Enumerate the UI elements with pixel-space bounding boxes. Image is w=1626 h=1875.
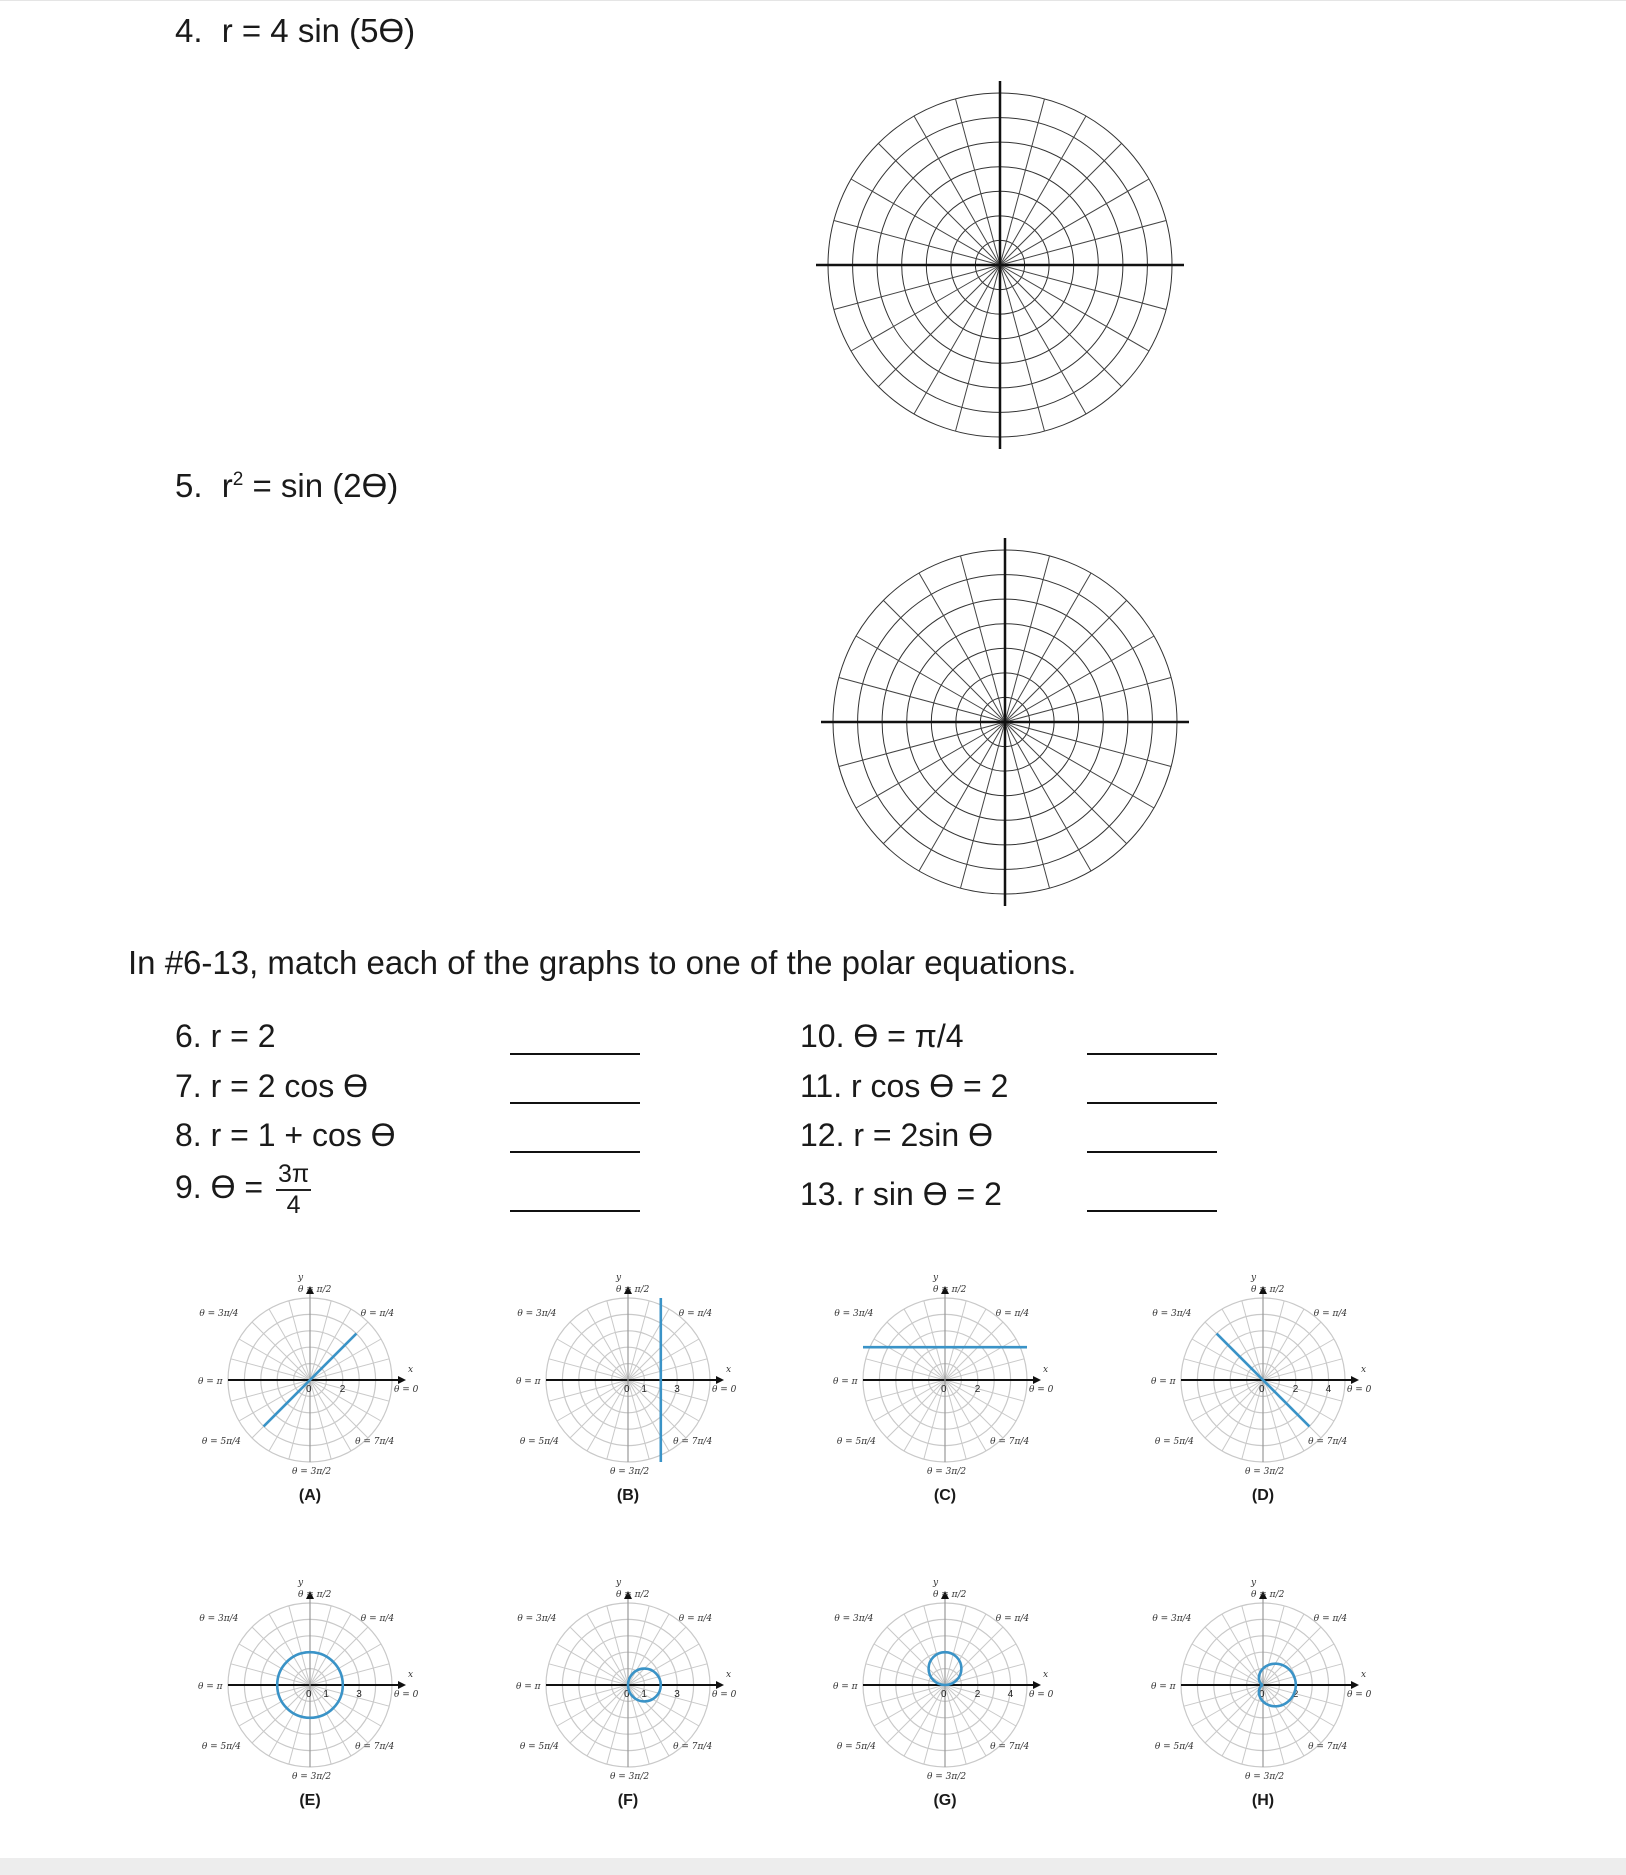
left-angle-label: θ = π — [198, 1377, 223, 1387]
x-tick-label: 3 — [674, 1384, 680, 1395]
polar-grid-problem-5 — [810, 532, 1200, 912]
bottom-right-angle-label: θ = 7π/4 — [355, 1437, 395, 1447]
left-angle-label: θ = π — [198, 1682, 223, 1692]
bottom-angle-label: θ = 3π/2 — [292, 1467, 332, 1477]
bottom-angle-label: θ = 3π/2 — [292, 1772, 332, 1782]
x-tick-label: 2 — [1292, 1689, 1299, 1700]
left-angle-label: θ = π — [516, 1377, 541, 1387]
origin-label: 0 — [941, 1384, 947, 1395]
origin-label: 0 — [1259, 1384, 1265, 1395]
problem-4 — [175, 12, 415, 50]
answer-blank-8[interactable] — [510, 1151, 640, 1153]
x-axis-label: x — [726, 1670, 732, 1680]
x-tick-label: 3 — [356, 1689, 362, 1700]
bottom-right-angle-label: θ = 7π/4 — [990, 1742, 1030, 1752]
grid-ray — [839, 722, 1005, 767]
grid-ray — [851, 179, 1000, 265]
grid-ray — [1000, 143, 1122, 265]
bottom-angle-label: θ = 3π/2 — [1245, 1467, 1285, 1477]
top-right-angle-label: θ = π/4 — [995, 1309, 1030, 1319]
bottom-right-angle-label: θ = 7π/4 — [673, 1437, 713, 1447]
grid-ray — [1000, 116, 1086, 265]
top-angle-label: θ = π/2 — [616, 1590, 650, 1600]
mini-polar-grid — [1143, 1255, 1383, 1485]
top-angle-label: θ = π/2 — [933, 1285, 967, 1295]
x-axis-arrow-icon — [1033, 1376, 1041, 1384]
top-left-angle-label: θ = 3π/4 — [199, 1309, 239, 1319]
grid-ray — [839, 678, 1005, 723]
x-tick-label: 1 — [323, 1689, 329, 1700]
equation-13: 13. r sin ϴ = 2 — [800, 1176, 1002, 1212]
problem-5-equation: $r^2 = \sin (2ϴ)$ — [221, 467, 399, 504]
top-angle-label: θ = π/2 — [298, 1285, 332, 1295]
bottom-left-angle-label: θ = 5π/4 — [1154, 1742, 1194, 1752]
grid-ray — [914, 116, 1000, 265]
grid-ray — [1005, 678, 1171, 723]
y-axis-label: y — [1251, 1578, 1257, 1588]
grid-ray — [878, 265, 1000, 387]
grid-ray — [1000, 265, 1149, 351]
top-right-angle-label: θ = π/4 — [1313, 1309, 1348, 1319]
right-angle-label: θ = 0 — [1029, 1385, 1054, 1395]
top-right-angle-label: θ = π/4 — [995, 1614, 1030, 1624]
right-angle-label: θ = 0 — [394, 1385, 419, 1395]
x-axis-label: x — [1043, 1365, 1049, 1375]
right-angle-label: θ = 0 — [712, 1385, 737, 1395]
answer-blank-12[interactable] — [1087, 1151, 1217, 1153]
grid-ray — [961, 556, 1006, 722]
right-angle-label: θ = 0 — [394, 1690, 419, 1700]
right-angle-label: θ = 0 — [1029, 1690, 1054, 1700]
bottom-edge — [0, 1858, 1626, 1875]
y-axis-label: y — [1251, 1273, 1257, 1283]
mini-polar-grid — [190, 1255, 430, 1485]
top-left-angle-label: θ = 3π/4 — [1152, 1614, 1192, 1624]
top-angle-label: θ = π/2 — [1251, 1590, 1285, 1600]
x-axis-label: x — [726, 1365, 732, 1375]
bottom-left-angle-label: θ = 5π/4 — [201, 1742, 241, 1752]
grid-ray — [834, 265, 1000, 310]
grid-ray — [1005, 722, 1127, 844]
y-axis-label: y — [616, 1273, 622, 1283]
top-right-angle-label: θ = π/4 — [678, 1309, 713, 1319]
bottom-right-angle-label: θ = 7π/4 — [990, 1437, 1030, 1447]
x-axis-label: x — [1361, 1670, 1367, 1680]
graph-f — [508, 1560, 748, 1820]
grid-ray — [1000, 265, 1122, 387]
graph-label: (E) — [299, 1792, 321, 1809]
bottom-angle-label: θ = 3π/2 — [1245, 1772, 1285, 1782]
y-axis-label: y — [616, 1578, 622, 1588]
bottom-right-angle-label: θ = 7π/4 — [355, 1742, 395, 1752]
equation-10: 10. ϴ = π/4 — [800, 1018, 964, 1054]
bottom-right-angle-label: θ = 7π/4 — [1308, 1437, 1348, 1447]
x-axis-label: x — [408, 1670, 414, 1680]
x-axis-arrow-icon — [1033, 1681, 1041, 1689]
x-tick-label: 4 — [1007, 1689, 1014, 1700]
left-angle-label: θ = π — [516, 1682, 541, 1692]
origin-label: 0 — [1259, 1689, 1265, 1700]
bottom-left-angle-label: θ = 5π/4 — [1154, 1437, 1194, 1447]
grid-ray — [1005, 722, 1171, 767]
graph-label: (H) — [1251, 1792, 1275, 1809]
grid-ray — [878, 143, 1000, 265]
origin-label: 0 — [624, 1384, 630, 1395]
x-axis-label: x — [1043, 1670, 1049, 1680]
grid-ray — [1005, 556, 1050, 722]
x-tick-label: 4 — [1325, 1384, 1332, 1395]
left-angle-label: θ = π — [833, 1682, 858, 1692]
grid-ray — [956, 99, 1001, 265]
origin-label: 0 — [306, 1384, 312, 1395]
left-angle-label: θ = π — [833, 1377, 858, 1387]
graph-e — [190, 1560, 430, 1820]
x-tick-label: 2 — [974, 1689, 981, 1700]
grid-ray — [919, 722, 1005, 871]
graph-label: (B) — [616, 1487, 640, 1504]
bottom-right-angle-label: θ = 7π/4 — [673, 1742, 713, 1752]
graph-label: (F) — [617, 1792, 639, 1809]
top-left-angle-label: θ = 3π/4 — [517, 1309, 557, 1319]
top-angle-label: θ = π/2 — [933, 1590, 967, 1600]
graph-d — [1143, 1255, 1383, 1515]
grid-ray — [1000, 265, 1045, 431]
x-axis-label: x — [1361, 1365, 1367, 1375]
right-angle-label: θ = 0 — [712, 1690, 737, 1700]
mini-polar-grid — [825, 1560, 1065, 1790]
bottom-angle-label: θ = 3π/2 — [610, 1772, 650, 1782]
mini-polar-grid — [508, 1255, 748, 1485]
graph-a — [190, 1255, 430, 1515]
top-right-angle-label: θ = π/4 — [360, 1614, 395, 1624]
x-axis-label: x — [408, 1365, 414, 1375]
answer-blank-10[interactable] — [1087, 1053, 1217, 1055]
x-tick-label: 3 — [674, 1689, 680, 1700]
y-axis-label: y — [298, 1578, 304, 1588]
top-border — [0, 0, 1626, 1]
equation-8: 8. r = 1 + cos ϴ — [175, 1117, 396, 1153]
bottom-left-angle-label: θ = 5π/4 — [836, 1437, 876, 1447]
top-angle-label: θ = π/2 — [1251, 1285, 1285, 1295]
problem-5 — [175, 467, 398, 505]
bottom-angle-label: θ = 3π/2 — [927, 1772, 967, 1782]
graph-label: (G) — [933, 1792, 957, 1809]
graph-h — [1143, 1560, 1383, 1820]
top-right-angle-label: θ = π/4 — [1313, 1614, 1348, 1624]
origin-label: 0 — [306, 1689, 312, 1700]
bottom-left-angle-label: θ = 5π/4 — [836, 1742, 876, 1752]
grid-ray — [1000, 179, 1149, 265]
bottom-left-angle-label: θ = 5π/4 — [201, 1437, 241, 1447]
x-tick-label: 2 — [974, 1384, 981, 1395]
grid-ray — [1005, 600, 1127, 722]
grid-ray — [856, 722, 1005, 808]
problem-4-equation: r = 4 sin (5ϴ) — [221, 12, 416, 49]
top-left-angle-label: θ = 3π/4 — [834, 1309, 874, 1319]
grid-ray — [961, 722, 1006, 888]
grid-ray — [1000, 265, 1166, 310]
x-axis-arrow-icon — [398, 1681, 406, 1689]
x-tick-label: 1 — [641, 1384, 647, 1395]
y-axis-label: y — [933, 1273, 939, 1283]
bottom-left-angle-label: θ = 5π/4 — [519, 1742, 559, 1752]
top-left-angle-label: θ = 3π/4 — [1152, 1309, 1192, 1319]
answer-blank-13[interactable] — [1087, 1210, 1217, 1212]
equation-7: 7. r = 2 cos ϴ — [175, 1068, 368, 1104]
top-angle-label: θ = π/2 — [616, 1285, 650, 1295]
top-angle-label: θ = π/2 — [298, 1590, 332, 1600]
x-axis-arrow-icon — [1351, 1681, 1359, 1689]
mini-polar-grid — [1143, 1560, 1383, 1790]
problem-4-number: 4. — [175, 12, 203, 49]
left-angle-label: θ = π — [1151, 1682, 1176, 1692]
top-left-angle-label: θ = 3π/4 — [517, 1614, 557, 1624]
answer-blank-6[interactable] — [510, 1053, 640, 1055]
x-tick-label: 1 — [641, 1689, 647, 1700]
grid-ray — [1005, 722, 1091, 871]
mini-polar-grid — [508, 1560, 748, 1790]
top-right-angle-label: θ = π/4 — [678, 1614, 713, 1624]
fraction-3pi-over-4: $\frac{3\pi}{4}$ — [277, 1160, 310, 1219]
grid-ray — [1005, 722, 1050, 888]
x-tick-label: 2 — [339, 1384, 346, 1395]
x-axis-arrow-icon — [1351, 1376, 1359, 1384]
grid-ray — [1000, 99, 1045, 265]
polar-grid-problem-4 — [810, 75, 1190, 455]
x-axis-arrow-icon — [716, 1681, 724, 1689]
bottom-angle-label: θ = 3π/2 — [610, 1467, 650, 1477]
grid-ray — [856, 636, 1005, 722]
origin-label: 0 — [941, 1689, 947, 1700]
grid-ray — [919, 573, 1005, 722]
answer-blank-7[interactable] — [510, 1102, 640, 1104]
equation-11: 11. r cos ϴ = 2 — [800, 1068, 1009, 1104]
equation-6: 6. r = 2 — [175, 1018, 276, 1054]
grid-ray — [1000, 221, 1166, 266]
bottom-right-angle-label: θ = 7π/4 — [1308, 1742, 1348, 1752]
graph-b — [508, 1255, 748, 1515]
graph-c — [825, 1255, 1065, 1515]
grid-ray — [834, 221, 1000, 266]
x-tick-label: 2 — [1292, 1384, 1299, 1395]
grid-ray — [1005, 722, 1154, 808]
graph-label: (C) — [933, 1487, 957, 1504]
origin-label: 0 — [624, 1689, 630, 1700]
graph-label: (D) — [1251, 1487, 1275, 1504]
grid-ray — [1005, 573, 1091, 722]
top-left-angle-label: θ = 3π/4 — [834, 1614, 874, 1624]
graph-g — [825, 1560, 1065, 1820]
equation-9: 9. ϴ = $\frac{3\pi}{4}$ — [175, 1160, 310, 1219]
right-angle-label: θ = 0 — [1347, 1690, 1372, 1700]
grid-ray — [956, 265, 1001, 431]
mini-polar-grid — [190, 1560, 430, 1790]
grid-ray — [1000, 265, 1086, 414]
bottom-angle-label: θ = 3π/2 — [927, 1467, 967, 1477]
grid-ray — [851, 265, 1000, 351]
top-right-angle-label: θ = π/4 — [360, 1309, 395, 1319]
equation-12: 12. r = 2sin ϴ — [800, 1117, 993, 1153]
grid-ray — [883, 722, 1005, 844]
y-axis-label: y — [933, 1578, 939, 1588]
x-axis-arrow-icon — [398, 1376, 406, 1384]
mini-polar-grid — [825, 1255, 1065, 1485]
grid-ray — [1005, 636, 1154, 722]
bottom-left-angle-label: θ = 5π/4 — [519, 1437, 559, 1447]
grid-ray — [883, 600, 1005, 722]
grid-ray — [914, 265, 1000, 414]
left-angle-label: θ = π — [1151, 1377, 1176, 1387]
answer-blank-9[interactable] — [510, 1210, 640, 1212]
problem-5-number: 5. — [175, 467, 203, 504]
right-angle-label: θ = 0 — [1347, 1385, 1372, 1395]
graph-label: (A) — [298, 1487, 322, 1504]
x-axis-arrow-icon — [716, 1376, 724, 1384]
y-axis-label: y — [298, 1273, 304, 1283]
answer-blank-11[interactable] — [1087, 1102, 1217, 1104]
top-left-angle-label: θ = 3π/4 — [199, 1614, 239, 1624]
matching-instruction: In #6-13, match each of the graphs to one of the polar equations. — [128, 944, 1077, 981]
